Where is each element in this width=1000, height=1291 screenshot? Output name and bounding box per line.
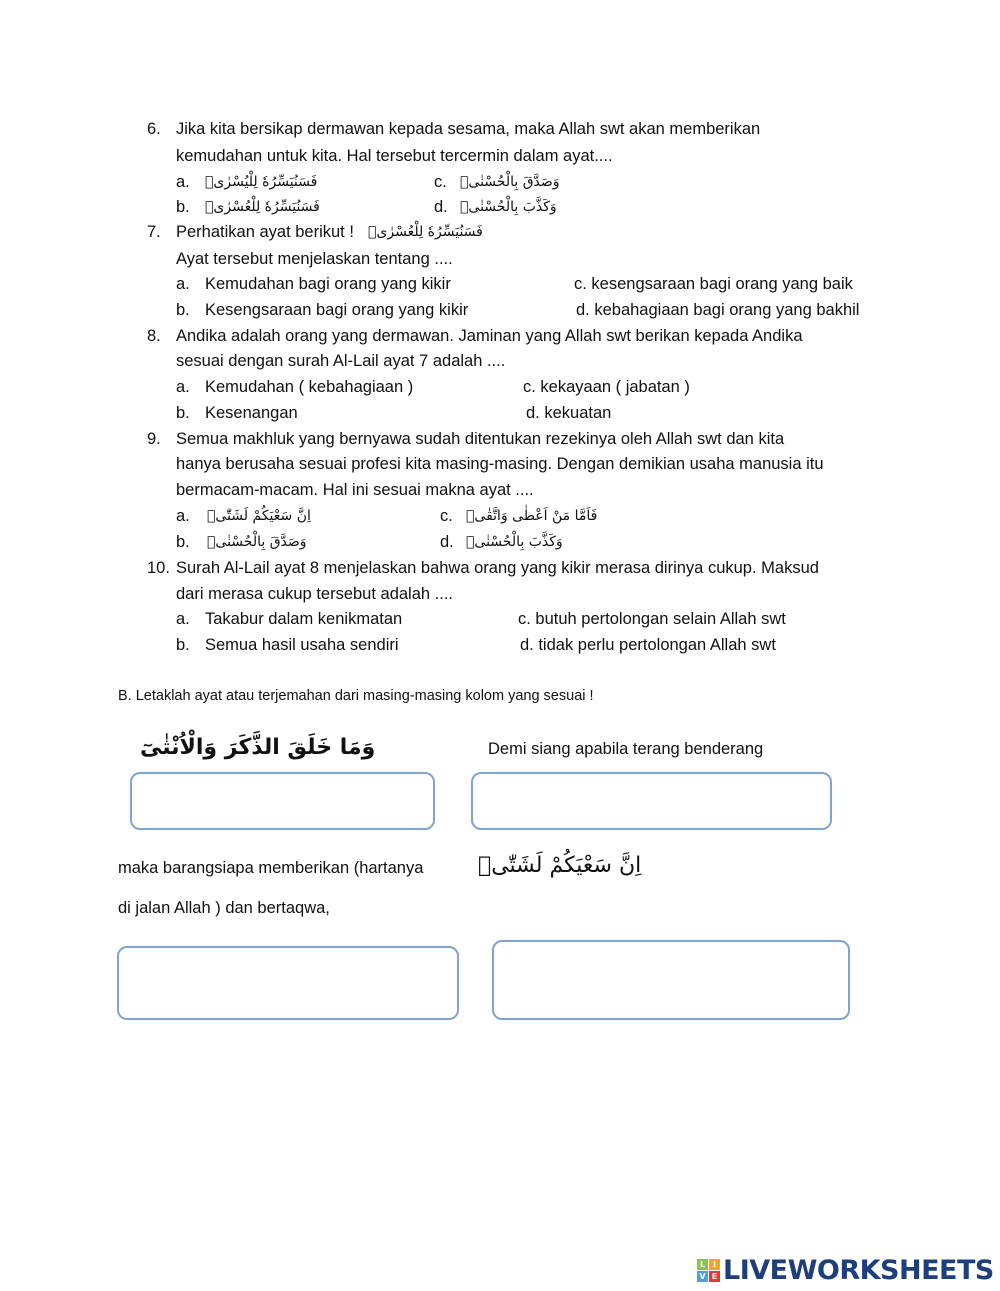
q8-option-d[interactable]: d. kekuatan (526, 404, 612, 422)
q8-option-letter: b. (176, 404, 190, 422)
q6-number: 6. (147, 120, 161, 138)
q6-option-letter: d. (434, 198, 448, 216)
drop-box-3[interactable] (117, 946, 459, 1020)
q7-option-c[interactable]: c. kesengsaraan bagi orang yang baik (574, 275, 853, 293)
q9-option-letter: a. (176, 507, 190, 525)
q8-option-a[interactable]: Kemudahan ( kebahagiaan ) (205, 378, 414, 396)
q7-ayat: فَسَنُيَسِّرُهٗ لِلْعُسْرٰىۗ (368, 224, 483, 240)
q9-option-letter: c. (440, 507, 453, 525)
q7-text: Ayat tersebut menjelaskan tentang .... (176, 250, 453, 268)
q9-number: 9. (147, 430, 161, 448)
logo-letter: L (697, 1259, 708, 1270)
q7-option-a[interactable]: Kemudahan bagi orang yang kikir (205, 275, 451, 293)
q10-option-letter: b. (176, 636, 190, 654)
q10-option-a[interactable]: Takabur dalam kenikmatan (205, 610, 403, 628)
q9-text: hanya berusaha sesuai profesi kita masing-masing. Dengan demikian usaha manusia itu (176, 455, 824, 473)
q6-option-letter: c. (434, 173, 447, 191)
q9-option-a[interactable]: اِنَّ سَعْيَكُمْ لَشَتّٰىۗ (207, 508, 311, 524)
q7-number: 7. (147, 223, 161, 241)
q9-option-d[interactable]: وَكَذَّبَ بِالْحُسْنٰىۙ (466, 534, 563, 550)
q6-option-b[interactable]: فَسَنُيَسِّرُهٗ لِلْعُسْرٰىۗ (205, 199, 320, 215)
matching-item-arabic[interactable]: وَمَا خَلَقَ الذَّكَرَ وَالْاُنْثٰىٓ (140, 735, 376, 760)
drop-box-1[interactable] (130, 772, 435, 830)
q8-option-b[interactable]: Kesenangan (205, 404, 298, 422)
q10-text: Surah Al-Lail ayat 8 menjelaskan bahwa orang yang kikir merasa dirinya cukup. Maksud (176, 559, 819, 577)
q7-text: Perhatikan ayat berikut ! (176, 223, 354, 241)
logo-letter: E (709, 1271, 720, 1282)
q9-option-c[interactable]: فَاَمَّا مَنْ اَعْطٰى وَاتَّقٰىۙ (466, 508, 598, 524)
q9-option-letter: d. (440, 533, 454, 551)
drop-box-4[interactable] (492, 940, 850, 1020)
q8-option-c[interactable]: c. kekayaan ( jabatan ) (523, 378, 690, 396)
drop-box-2[interactable] (471, 772, 832, 830)
q10-option-letter: a. (176, 610, 190, 628)
section-b-instruction: B. Letaklah ayat atau terjemahan dari masing-masing kolom yang sesuai ! (118, 688, 594, 704)
q6-option-letter: a. (176, 173, 190, 191)
logo-icon (697, 1259, 720, 1282)
q7-option-b[interactable]: Kesengsaraan bagi orang yang kikir (205, 301, 469, 319)
logo-letter: V (697, 1271, 708, 1282)
matching-item-translation[interactable]: di jalan Allah ) dan bertaqwa, (118, 899, 330, 917)
q10-option-b[interactable]: Semua hasil usaha sendiri (205, 636, 399, 654)
q9-option-b[interactable]: وَصَدَّقَ بِالْحُسْنٰىۙ (207, 534, 307, 550)
matching-item-arabic[interactable]: اِنَّ سَعْيَكُمْ لَشَتّٰىۗ (478, 853, 642, 878)
q6-text: kemudahan untuk kita. Hal tersebut tercermin dalam ayat.... (176, 147, 613, 165)
q10-text: dari merasa cukup tersebut adalah .... (176, 585, 453, 603)
q6-option-letter: b. (176, 198, 190, 216)
q9-text: bermacam-macam. Hal ini sesuai makna ayat .... (176, 481, 534, 499)
q6-option-d[interactable]: وَكَذَّبَ بِالْحُسْنٰىۙ (460, 199, 557, 215)
q10-option-c[interactable]: c. butuh pertolongan selain Allah swt (518, 610, 786, 628)
q10-number: 10. (147, 559, 170, 577)
logo-text: LIVEWORKSHEETS (723, 1255, 994, 1286)
q6-option-c[interactable]: وَصَدَّقَ بِالْحُسْنٰىۙ (460, 174, 560, 190)
q8-option-letter: a. (176, 378, 190, 396)
logo-letter: I (709, 1259, 720, 1270)
matching-item-translation[interactable]: Demi siang apabila terang benderang (488, 740, 764, 758)
q8-number: 8. (147, 327, 161, 345)
matching-item-translation[interactable]: maka barangsiapa memberikan (hartanya (118, 859, 424, 877)
q8-text: sesuai dengan surah Al-Lail ayat 7 adalah .... (176, 352, 506, 370)
q9-text: Semua makhluk yang bernyawa sudah ditentukan rezekinya oleh Allah swt dan kita (176, 430, 785, 448)
q10-option-d[interactable]: d. tidak perlu pertolongan Allah swt (520, 636, 776, 654)
q7-option-letter: b. (176, 301, 190, 319)
liveworksheets-logo (697, 1255, 994, 1286)
q6-text: Jika kita bersikap dermawan kepada sesama, maka Allah swt akan memberikan (176, 120, 761, 138)
q6-option-a[interactable]: فَسَنُيَسِّرُهٗ لِلْيُسْرٰىۗ (205, 174, 318, 190)
q8-text: Andika adalah orang yang dermawan. Jaminan yang Allah swt berikan kepada Andika (176, 327, 803, 345)
q9-option-letter: b. (176, 533, 190, 551)
q7-option-d[interactable]: d. kebahagiaan bagi orang yang bakhil (576, 301, 860, 319)
q7-option-letter: a. (176, 275, 190, 293)
